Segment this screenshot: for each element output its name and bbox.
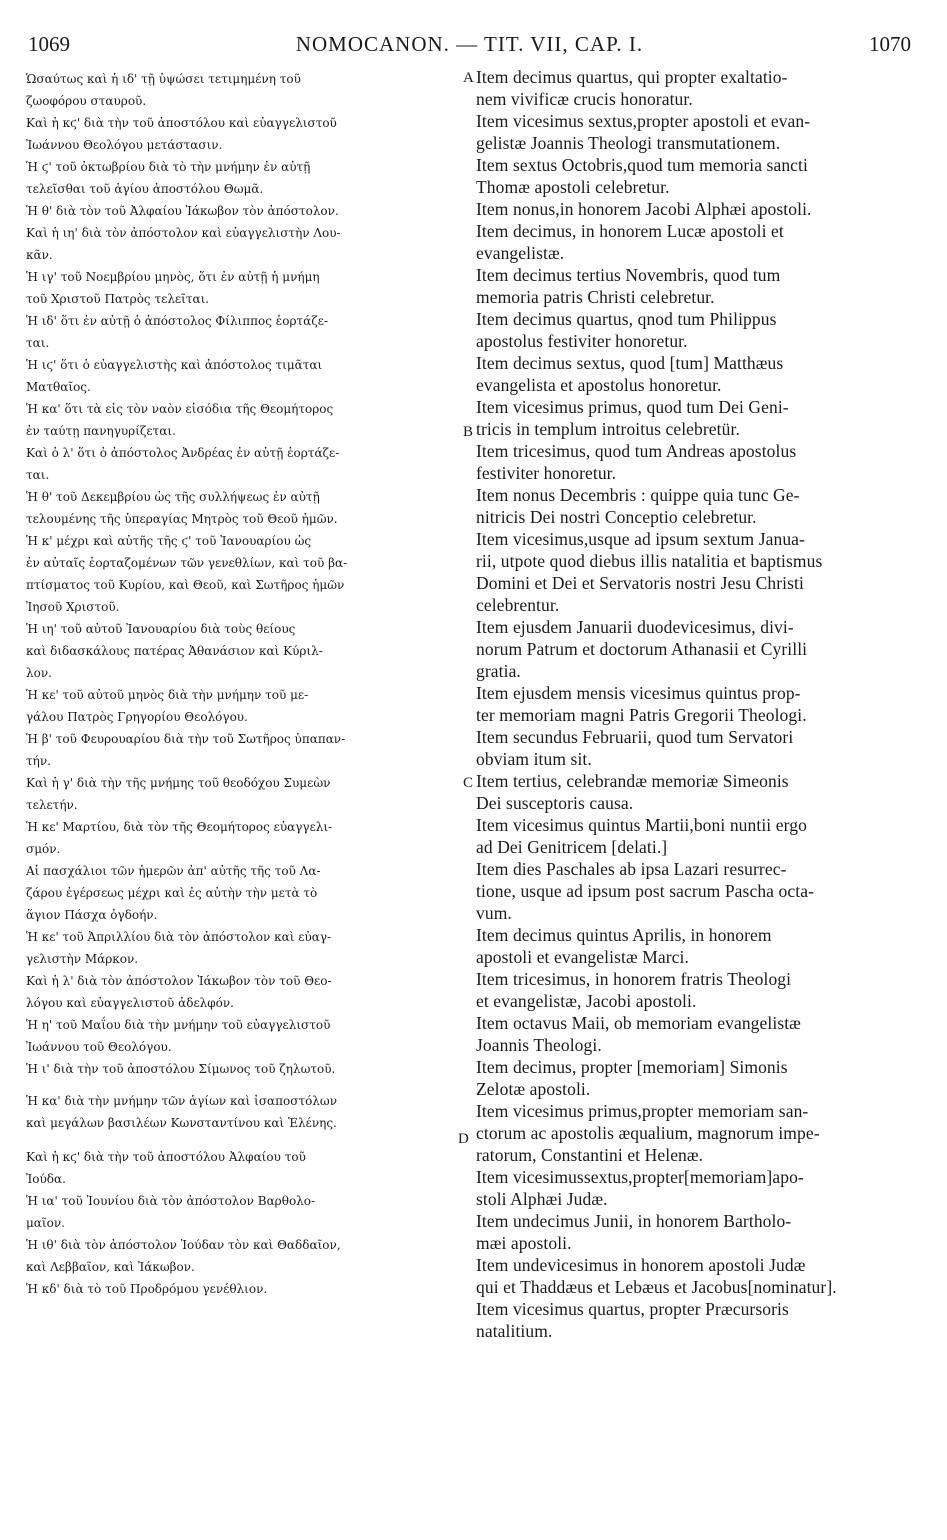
- text-line: Thomæ apostoli celebretur.: [476, 177, 670, 197]
- section-marker-c: C: [463, 775, 474, 791]
- text-line: ζωοφόρου σταυροῦ.: [26, 94, 147, 108]
- text-line: apostoli et evangelistæ Marci.: [476, 947, 689, 967]
- text-line: et evangelistæ, Jacobi apostoli.: [476, 991, 697, 1011]
- text-line: ζάρου ἐγέρσεως μέχρι καὶ ἐς αὐτὴν τὴν μετὰ τὸ: [26, 886, 318, 900]
- text-line: ad Dei Genitricem [delati.]: [476, 837, 668, 857]
- page-number-right: 1070: [869, 32, 911, 56]
- text-line: rii, utpote quod diebus illis natalitia et baptismus: [476, 551, 823, 571]
- text-line: evangelista et apostolus honoretur.: [476, 375, 722, 395]
- text-line: Item decimus quintus Aprilis, in honorem: [476, 925, 772, 945]
- text-line: Joannis Theologi.: [476, 1035, 602, 1055]
- text-line: obviam itum sit.: [476, 749, 592, 769]
- text-line: stoli Alphæi Judæ.: [476, 1189, 608, 1209]
- text-line: Zelotæ apostoli.: [476, 1079, 591, 1099]
- text-line: τελουμένης τῆς ὑπεραγίας Μητρὸς τοῦ Θεοῦ ἡμῶν.: [26, 512, 338, 526]
- text-line: Ἡ ιγ' τοῦ Νοεμβρίου μηνὸς, ὅτι ἐν αὐτῇ ἡ μνήμη: [26, 270, 320, 284]
- text-line: Αἱ πασχάλιοι τῶν ἡμερῶν ἀπ' αὐτῆς τῆς τοῦ Λα-: [26, 864, 321, 878]
- text-line: Item undevicesimus in honorem apostoli Judæ: [476, 1255, 806, 1275]
- text-line: καὶ διδασκάλους πατέρας Ἀθανάσιον καὶ Κύριλ-: [26, 644, 323, 658]
- text-line: festiviter honoretur.: [476, 463, 617, 483]
- text-line: τελεῖσθαι τοῦ ἁγίου ἀποστόλου Θωμᾶ.: [26, 182, 264, 196]
- text-line: τελετήν.: [26, 798, 78, 812]
- text-line: Ἡ ιη' τοῦ αὐτοῦ Ἰανουαρίου διὰ τοὺς θείους: [26, 622, 296, 636]
- text-line: Item vicesimus primus,propter memoriam san-: [476, 1101, 809, 1121]
- text-line: Item secundus Februarii, quod tum Servatori: [476, 727, 794, 747]
- text-line: Item vicesimus primus, quod tum Dei Geni-: [476, 397, 789, 417]
- text-line: πτίσματος τοῦ Κυρίου, καὶ Θεοῦ, καὶ Σωτῆρος ἡμῶν: [26, 578, 345, 592]
- section-marker-a: A: [463, 70, 474, 86]
- text-line: Ἡ θ' τοῦ Δεκεμβρίου ὡς τῆς συλλήψεως ἐν αὐτῇ: [26, 490, 320, 504]
- text-line: Item decimus quartus, qui propter exaltatio-: [476, 67, 788, 87]
- text-line: qui et Thaddæus et Lebæus et Jacobus[nominatur].: [476, 1277, 837, 1297]
- text-line: Ἡ ια' τοῦ Ἰουνίου διὰ τὸν ἀπόστολον Βαρθολο-: [26, 1194, 316, 1208]
- text-line: ctorum ac apostolis æqualium, magnorum impe-: [476, 1123, 820, 1143]
- text-line: Ἡ κα' ὅτι τὰ εἰς τὸν ναὸν εἰσόδια τῆς Θεομήτορος: [26, 402, 334, 416]
- text-line: Ἡ ϛ' τοῦ ὀκτωβρίου διὰ τὸ τὴν μνήμην ἐν αὐτῇ: [26, 160, 311, 174]
- text-line: nem vivificæ crucis honoratur.: [476, 89, 693, 109]
- text-line: gelistæ Joannis Theologi transmutationem.: [476, 133, 781, 153]
- text-line: Item sextus Octobris,quod tum memoria sancti: [476, 155, 808, 175]
- text-line: Ἰησοῦ Χριστοῦ.: [26, 600, 120, 614]
- text-line: λόγου καὶ εὐαγγελιστοῦ ἀδελφόν.: [26, 996, 234, 1010]
- text-line: Item tricesimus, in honorem fratris Theologi: [476, 969, 792, 989]
- text-line: Item ejusdem Januarii duodevicesimus, divi-: [476, 617, 794, 637]
- text-line: Ἰωάννου Θεολόγου μετάστασιν.: [26, 138, 223, 152]
- text-line: Ἡ κδ' διὰ τὸ τοῦ Προδρόμου γενέθλιον.: [26, 1282, 268, 1296]
- text-line: Item decimus quartus, qnod tum Philippus: [476, 309, 777, 329]
- text-line: Ἡ ιϛ' ὅτι ὁ εὐαγγελιστὴς καὶ ἀπόστολος τιμᾶται: [26, 358, 323, 372]
- text-line: Item tertius, celebrandæ memoriæ Simeonis: [476, 771, 789, 791]
- text-line: ter memoriam magni Patris Gregorii Theologi.: [476, 705, 807, 725]
- text-line: memoria patris Christi celebretur.: [476, 287, 715, 307]
- text-line: Ματθαῖος.: [26, 380, 91, 394]
- text-line: natalitium.: [476, 1321, 553, 1341]
- text-line: evangelistæ.: [476, 243, 565, 263]
- page-number-left: 1069: [28, 32, 70, 56]
- text-line: Καὶ ἡ λ' διὰ τὸν ἀπόστολον Ἰάκωβον τὸν τοῦ Θεο-: [26, 974, 332, 988]
- section-marker-d: D: [458, 1131, 469, 1147]
- text-line: vum.: [476, 903, 512, 923]
- text-line: Item vicesimus sextus,propter apostoli et evan-: [476, 111, 811, 131]
- text-line: Item vicesimus quartus, propter Præcursoris: [476, 1299, 789, 1319]
- text-line: celebrentur.: [476, 595, 560, 615]
- text-line: Ἰούδα.: [26, 1172, 66, 1186]
- text-line: Item tricesimus, quod tum Andreas apostolus: [476, 441, 797, 461]
- text-line: Item vicesimus quintus Martii,boni nuntii ergo: [476, 815, 807, 835]
- text-line: Ἡ θ' διὰ τὸν τοῦ Ἀλφαίου Ἰάκωβον τὸν ἀπόστολον.: [26, 204, 339, 218]
- running-title: NOMOCANON. — TIT. VII, CAP. I.: [295, 32, 644, 56]
- text-line: Ἡ κε' τοῦ αὐτοῦ μηνὸς διὰ τὴν μνήμην τοῦ με-: [26, 688, 309, 702]
- text-line: σμόν.: [26, 842, 61, 856]
- text-line: ται.: [26, 336, 50, 350]
- text-line: Ἰωάννου τοῦ Θεολόγου.: [26, 1040, 172, 1054]
- text-line: nitricis Dei nostri Conceptio celebretur.: [476, 507, 757, 527]
- text-line: Item undecimus Junii, in honorem Bartholo-: [476, 1211, 792, 1231]
- text-line: Item ejusdem mensis vicesimus quintus prop-: [476, 683, 801, 703]
- text-line: κᾶν.: [26, 248, 53, 262]
- text-line: γελιστὴν Μάρκον.: [26, 952, 139, 966]
- text-line: Καὶ ἡ κϛ' διὰ τὴν τοῦ ἀποστόλου Ἀλφαίου τοῦ: [26, 1150, 306, 1164]
- text-line: Item vicesimussextus,propter[memoriam]apo-: [476, 1167, 804, 1187]
- text-line: Item octavus Maii, ob memoriam evangelistæ: [476, 1013, 801, 1033]
- text-line: Dei susceptoris causa.: [476, 793, 634, 813]
- text-line: Ἡ κα' διὰ τὴν μνήμην τῶν ἁγίων καὶ ἰσαποστόλων: [26, 1094, 337, 1108]
- text-line: Ἡ η' τοῦ Μαΐου διὰ τὴν μνήμην τοῦ εὐαγγελιστοῦ: [26, 1018, 331, 1032]
- text-line: Item decimus sextus, quod [tum] Matthæus: [476, 353, 784, 373]
- text-line: Item nonus Decembris : quippe quia tunc Ge-: [476, 485, 800, 505]
- text-line: gratia.: [476, 661, 521, 681]
- text-line: Item nonus,in honorem Jacobi Alphæi apostoli.: [476, 199, 812, 219]
- text-line: ἐν ταύτῃ πανηγυρίζεται.: [26, 424, 176, 438]
- text-line: tione, usque ad ipsum post sacrum Pascha octa-: [476, 881, 814, 901]
- text-line: γάλου Πατρὸς Γρηγορίου Θεολόγου.: [26, 710, 248, 724]
- text-line: Item vicesimus,usque ad ipsum sextum Janua-: [476, 529, 805, 549]
- text-line: Ἡ ιθ' διὰ τὸν ἀπόστολον Ἰούδαν τὸν καὶ Θαδδαῖον,: [26, 1238, 341, 1252]
- text-line: ratorum, Constantini et Helenæ.: [476, 1145, 704, 1165]
- text-line: καὶ Λεββαῖον, καὶ Ἰάκωβον.: [26, 1260, 195, 1274]
- text-line: ἐν αὐταῖς ἑορταζομένων τῶν γενεθλίων, καὶ τοῦ βα-: [26, 556, 348, 570]
- text-line: Item decimus, in honorem Lucæ apostoli et: [476, 221, 784, 241]
- text-line: Ὡσαύτως καὶ ἡ ιδ' τῇ ὑψώσει τετιμημένη τοῦ: [26, 72, 301, 86]
- text-line: Item decimus tertius Novembris, quod tum: [476, 265, 781, 285]
- page-header: [28, 32, 911, 64]
- section-marker-b: B: [463, 424, 474, 440]
- text-line: Domini et Dei et Servatoris nostri Jesu Christi: [476, 573, 804, 593]
- text-line: mæi apostoli.: [476, 1233, 572, 1253]
- text-line: μαῖον.: [26, 1216, 65, 1230]
- text-line: λον.: [26, 666, 52, 680]
- text-line: ἅγιον Πάσχα ὀγδοήν.: [26, 908, 158, 922]
- text-line: Ἡ κε' τοῦ Ἀπριλλίου διὰ τὸν ἀπόστολον καὶ εὐαγ-: [26, 930, 332, 944]
- text-line: Ἡ ιδ' ὅτι ἐν αὐτῇ ὁ ἀπόστολος Φίλιππος ἑορτάζε-: [26, 314, 329, 328]
- text-line: Ἡ κε' Μαρτίου, διὰ τὸν τῆς Θεομήτορος εὐαγγελι-: [26, 820, 333, 834]
- text-line: Καὶ ἡ ιη' διὰ τὸν ἀπόστολον καὶ εὐαγγελιστὴν Λου-: [26, 226, 341, 240]
- text-line: Ἡ ι' διὰ τὴν τοῦ ἀποστόλου Σίμωνος τοῦ ζηλωτοῦ.: [26, 1062, 336, 1076]
- text-line: Item dies Paschales ab ipsa Lazari resurrec-: [476, 859, 787, 879]
- text-line: Καὶ ὁ λ' ὅτι ὁ ἀπόστολος Ἀνδρέας ἐν αὐτῇ ἑορτάζε-: [26, 446, 340, 460]
- text-line: καὶ μεγάλων βασιλέων Κωνσταντίνου καὶ Ἑλένης.: [26, 1116, 337, 1130]
- text-line: apostolus festiviter honoretur.: [476, 331, 688, 351]
- text-line: τήν.: [26, 754, 51, 768]
- text-line: tricis in templum introitus celebretür.: [476, 419, 740, 439]
- text-line: Καὶ ἡ γ' διὰ τὴν τῆς μνήμης τοῦ θεοδόχου Συμεὼν: [26, 776, 331, 790]
- text-line: Ἡ β' τοῦ Φευρουαρίου διὰ τὴν τοῦ Σωτῆρος ὑπαπαν-: [26, 732, 346, 746]
- text-line: Ἡ κ' μέχρι καὶ αὐτῆς τῆς ϛ' τοῦ Ἰανουαρίου ὡς: [26, 534, 312, 548]
- text-line: τοῦ Χριστοῦ Πατρὸς τελεῖται.: [26, 292, 210, 306]
- text-line: Item decimus, propter [memoriam] Simonis: [476, 1057, 788, 1077]
- text-line: ται.: [26, 468, 50, 482]
- text-line: Καὶ ἡ κϛ' διὰ τὴν τοῦ ἀποστόλου καὶ εὐαγγελιστοῦ: [26, 116, 337, 130]
- text-line: norum Patrum et doctorum Athanasii et Cyrilli: [476, 639, 808, 659]
